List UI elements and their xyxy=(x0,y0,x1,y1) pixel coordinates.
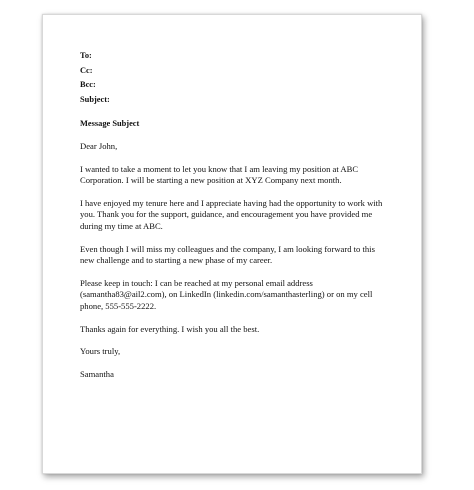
body-paragraph-1: I wanted to take a moment to let you know that I am leaving my position at ABC Corporation. I will be starting a new position at XYZ Company next month. xyxy=(80,163,359,186)
message-subject-heading: Message Subject xyxy=(80,119,140,128)
body-paragraph-5: Thanks again for everything. I wish you all the best. xyxy=(80,323,260,334)
cc-field-label: Cc: xyxy=(80,65,93,75)
salutation: Dear John, xyxy=(80,141,118,151)
letter-content xyxy=(80,49,410,380)
body-paragraph-2: I have enjoyed my tenure here and I appreciate having had the opportunity to work with you. Thank you for the support, guidance, and encouragement you have provided me during my time at ABC. xyxy=(80,197,383,231)
bcc-field-label: Bcc: xyxy=(80,80,96,89)
to-field-label: To: xyxy=(80,51,92,60)
subject-field-label: Subject: xyxy=(80,94,110,104)
body-paragraph-4: Please keep in touch: I can be reached at my personal email address (samantha83@ail2.com), on LinkedIn (linkedin.com/samanthasterling) or on my cell phone, 555-555-2222. xyxy=(80,277,373,311)
signature-name: Samantha xyxy=(80,368,114,379)
letter-page xyxy=(42,14,422,474)
closing: Yours truly, xyxy=(80,346,121,357)
body-paragraph-3: Even though I will miss my colleagues and the company, I am looking forward to this new challenge and to starting a new phase of my career. xyxy=(80,243,375,266)
